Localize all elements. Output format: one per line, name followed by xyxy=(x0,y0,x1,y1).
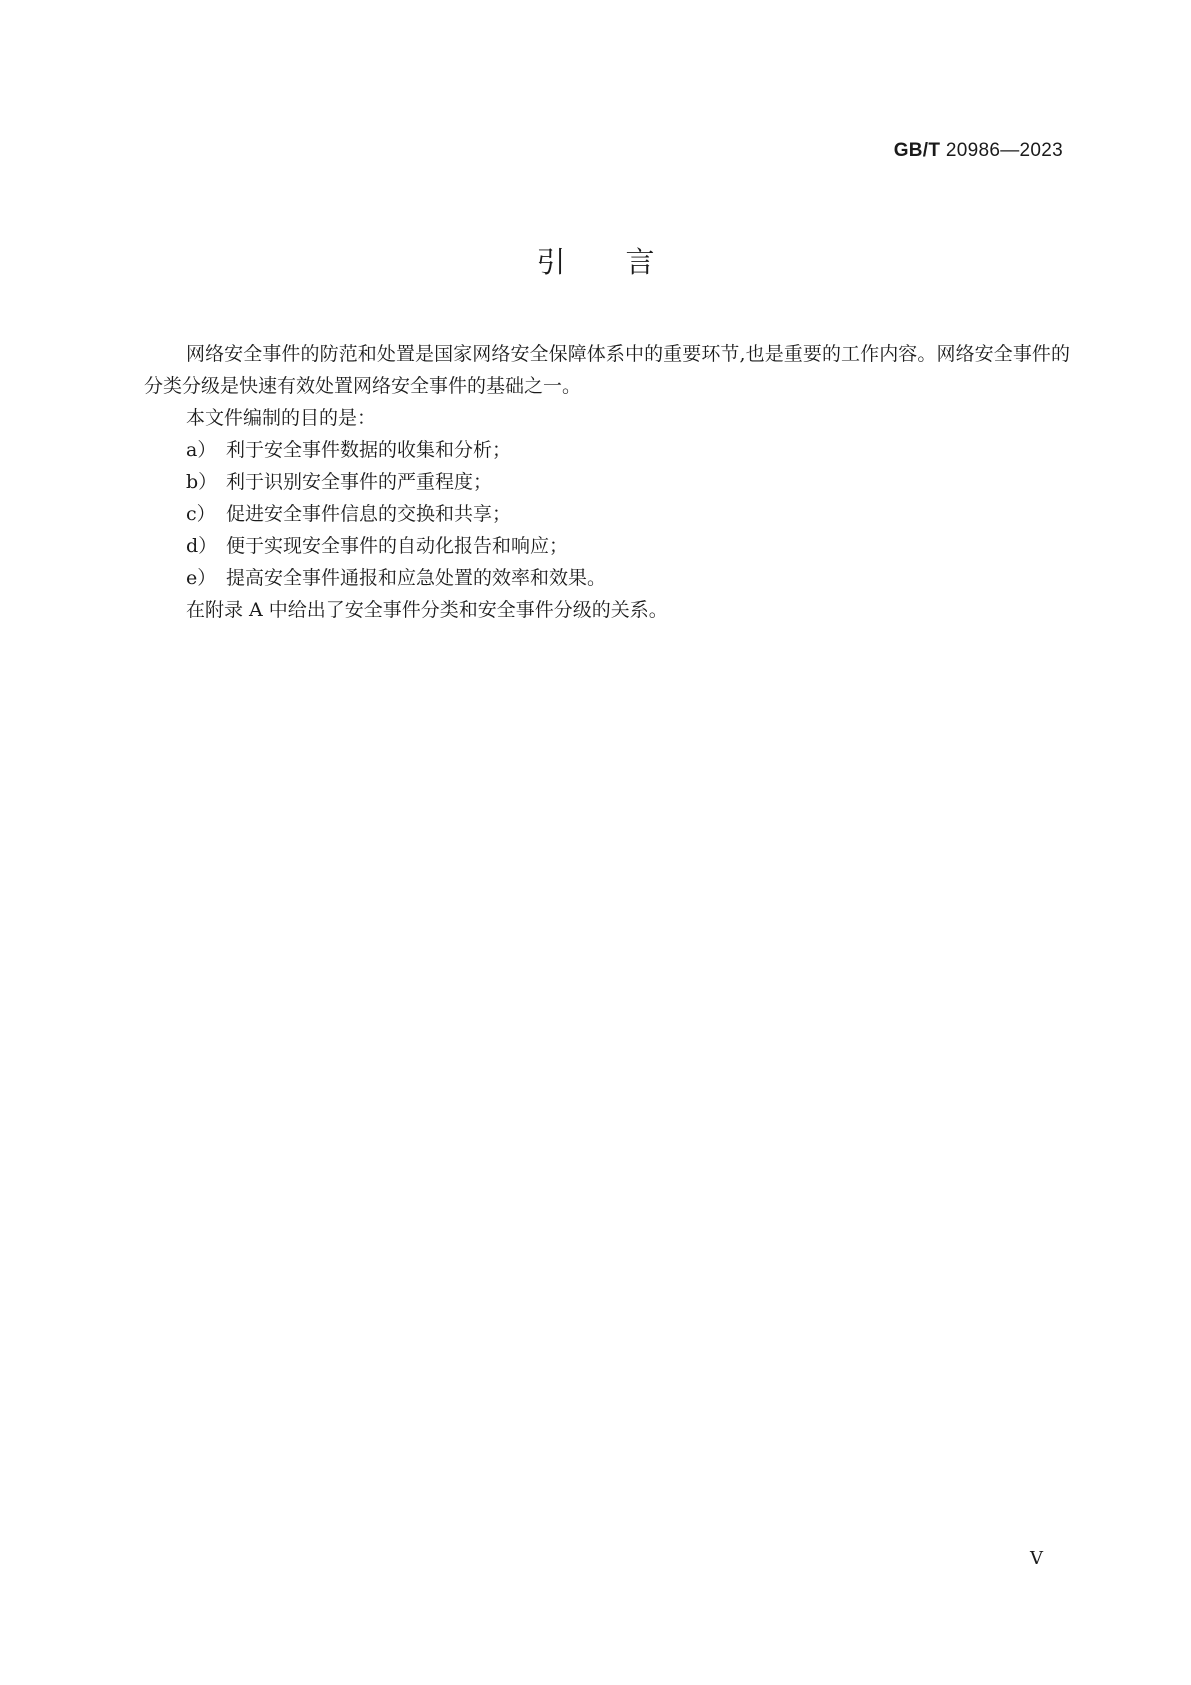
intro-paragraph: 网络安全事件的防范和处置是国家网络安全保障体系中的重要环节,也是重要的工作内容。网络安全事件的分类分级是快速有效处置网络安全事件的基础之一。 xyxy=(144,343,1070,397)
list-item xyxy=(144,434,1070,466)
list-item xyxy=(144,498,1070,530)
standard-code-number: 20986—2023 xyxy=(945,140,1063,161)
page-number: V xyxy=(1030,1548,1043,1569)
list-item-text: 促进安全事件信息的交换和共享； xyxy=(226,503,512,525)
list-item xyxy=(144,530,1070,562)
standard-code-prefix: GB/T xyxy=(893,140,941,161)
list-item-marker: d） xyxy=(186,535,218,557)
closing-paragraph: 在附录 A 中给出了安全事件分类和安全事件分级的关系。 xyxy=(186,599,668,621)
list-item-marker: e） xyxy=(186,567,217,589)
list-item-text: 利于识别安全事件的严重程度； xyxy=(226,471,493,493)
standard-code xyxy=(894,140,1063,162)
list-item-text: 利于安全事件数据的收集和分析； xyxy=(226,439,512,461)
purpose-heading: 本文件编制的目的是： xyxy=(186,407,377,429)
list-item xyxy=(144,562,1070,594)
list-item-marker: b） xyxy=(186,471,218,493)
list-item-text: 提高安全事件通报和应急处置的效率和效果。 xyxy=(226,567,607,589)
list-item-text: 便于实现安全事件的自动化报告和响应； xyxy=(226,535,569,557)
page-title: 引言 xyxy=(536,245,715,279)
document-body xyxy=(144,338,1070,626)
list-item-marker: c） xyxy=(186,503,216,525)
list-item-marker: a） xyxy=(186,439,217,461)
list-item xyxy=(144,466,1070,498)
